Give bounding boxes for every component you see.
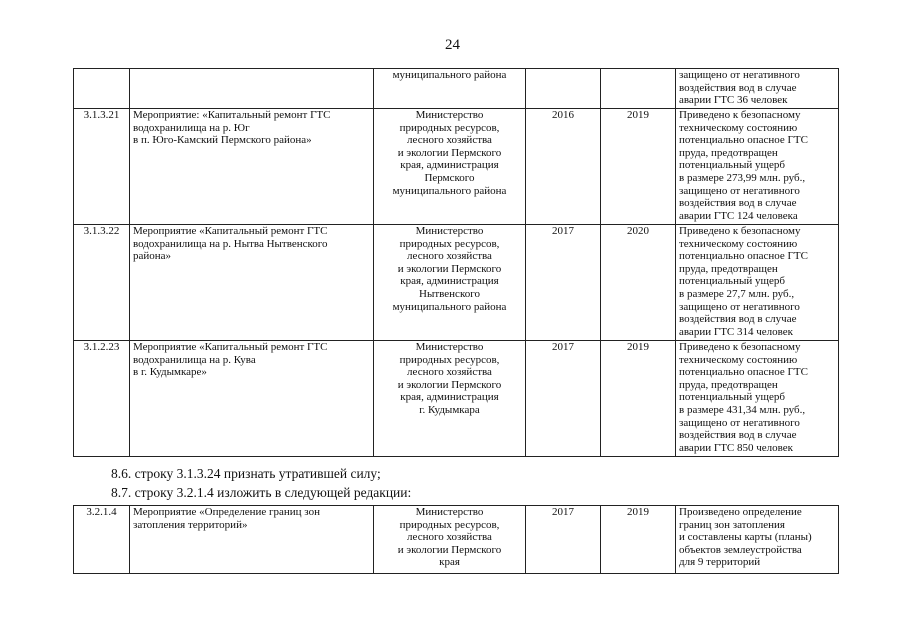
row-org-cell: Министерство природных ресурсов, лесного хозяйства и экологии Пермского края: [374, 506, 526, 574]
table-row: [74, 69, 839, 109]
row-code-cell: 3.1.3.21: [74, 109, 130, 225]
replacement-table: [73, 505, 839, 574]
row-name-cell: Мероприятие «Капитальный ремонт ГТС водохранилища на р. Кува в г. Кудымкаре»: [130, 341, 374, 457]
row-name-cell: Мероприятие «Капитальный ремонт ГТС водохранилища на р. Нытва Нытвенского района»: [130, 225, 374, 341]
row-org-cell: Министерство природных ресурсов, лесного хозяйства и экологии Пермского края, администрация Пермского муниципального района: [374, 109, 526, 225]
measures-table: [73, 68, 839, 457]
row-result-cell: Приведено к безопасному техническому состоянию потенциально опасное ГТС пруда, предотвращен потенциальный ущерб в размере 273,99 млн. руб., защищено от негативного воздействия вод в случае аварии ГТС 124 человека: [676, 109, 839, 225]
row-code-cell: [74, 69, 130, 109]
row-start-year-cell: 2017: [526, 341, 601, 457]
paragraph-8-6: 8.6. строку 3.1.3.24 признать утратившей силу;: [111, 466, 381, 481]
row-result-cell: Приведено к безопасному техническому состоянию потенциально опасное ГТС пруда, предотвращен потенциальный ущерб в размере 431,34 млн. руб., защищено от негативного воздействия вод в случае аварии ГТС 850 человек: [676, 341, 839, 457]
row-end-year-cell: 2019: [601, 341, 676, 457]
row-end-year-cell: 2020: [601, 225, 676, 341]
row-code-cell: 3.1.3.22: [74, 225, 130, 341]
row-name-cell: Мероприятие «Определение границ зон затопления территорий»: [130, 506, 374, 574]
row-start-year-cell: 2017: [526, 225, 601, 341]
table-row: [74, 341, 839, 457]
row-result-cell: Произведено определение границ зон затопления и составлены карты (планы) объектов землеустройства для 9 территорий: [676, 506, 839, 574]
row-end-year-cell: 2019: [601, 506, 676, 574]
row-result-cell: Приведено к безопасному техническому состоянию потенциально опасное ГТС пруда, предотвращен потенциальный ущерб в размере 27,7 млн. руб., защищено от негативного воздействия вод в случае аварии ГТС 314 человек: [676, 225, 839, 341]
row-end-year-cell: [601, 69, 676, 109]
paragraph-8-7: 8.7. строку 3.2.1.4 изложить в следующей редакции:: [111, 485, 412, 500]
table-row: [74, 109, 839, 225]
row-name-cell: [130, 69, 374, 109]
row-end-year-cell: 2019: [601, 109, 676, 225]
table-row: [74, 225, 839, 341]
row-start-year-cell: 2016: [526, 109, 601, 225]
row-org-cell: Министерство природных ресурсов, лесного хозяйства и экологии Пермского края, администрация Нытвенского муниципального района: [374, 225, 526, 341]
table-row: [74, 506, 839, 574]
row-name-cell: Мероприятие: «Капитальный ремонт ГТС водохранилища на р. Юг в п. Юго-Камский Пермского района»: [130, 109, 374, 225]
row-start-year-cell: [526, 69, 601, 109]
row-result-cell: защищено от негативного воздействия вод в случае аварии ГТС 36 человек: [676, 69, 839, 109]
page-number: 24: [445, 37, 460, 53]
row-code-cell: 3.2.1.4: [74, 506, 130, 574]
row-code-cell: 3.1.2.23: [74, 341, 130, 457]
row-start-year-cell: 2017: [526, 506, 601, 574]
row-org-cell: Министерство природных ресурсов, лесного хозяйства и экологии Пермского края, администрация г. Кудымкара: [374, 341, 526, 457]
row-org-cell: муниципального района: [374, 69, 526, 109]
